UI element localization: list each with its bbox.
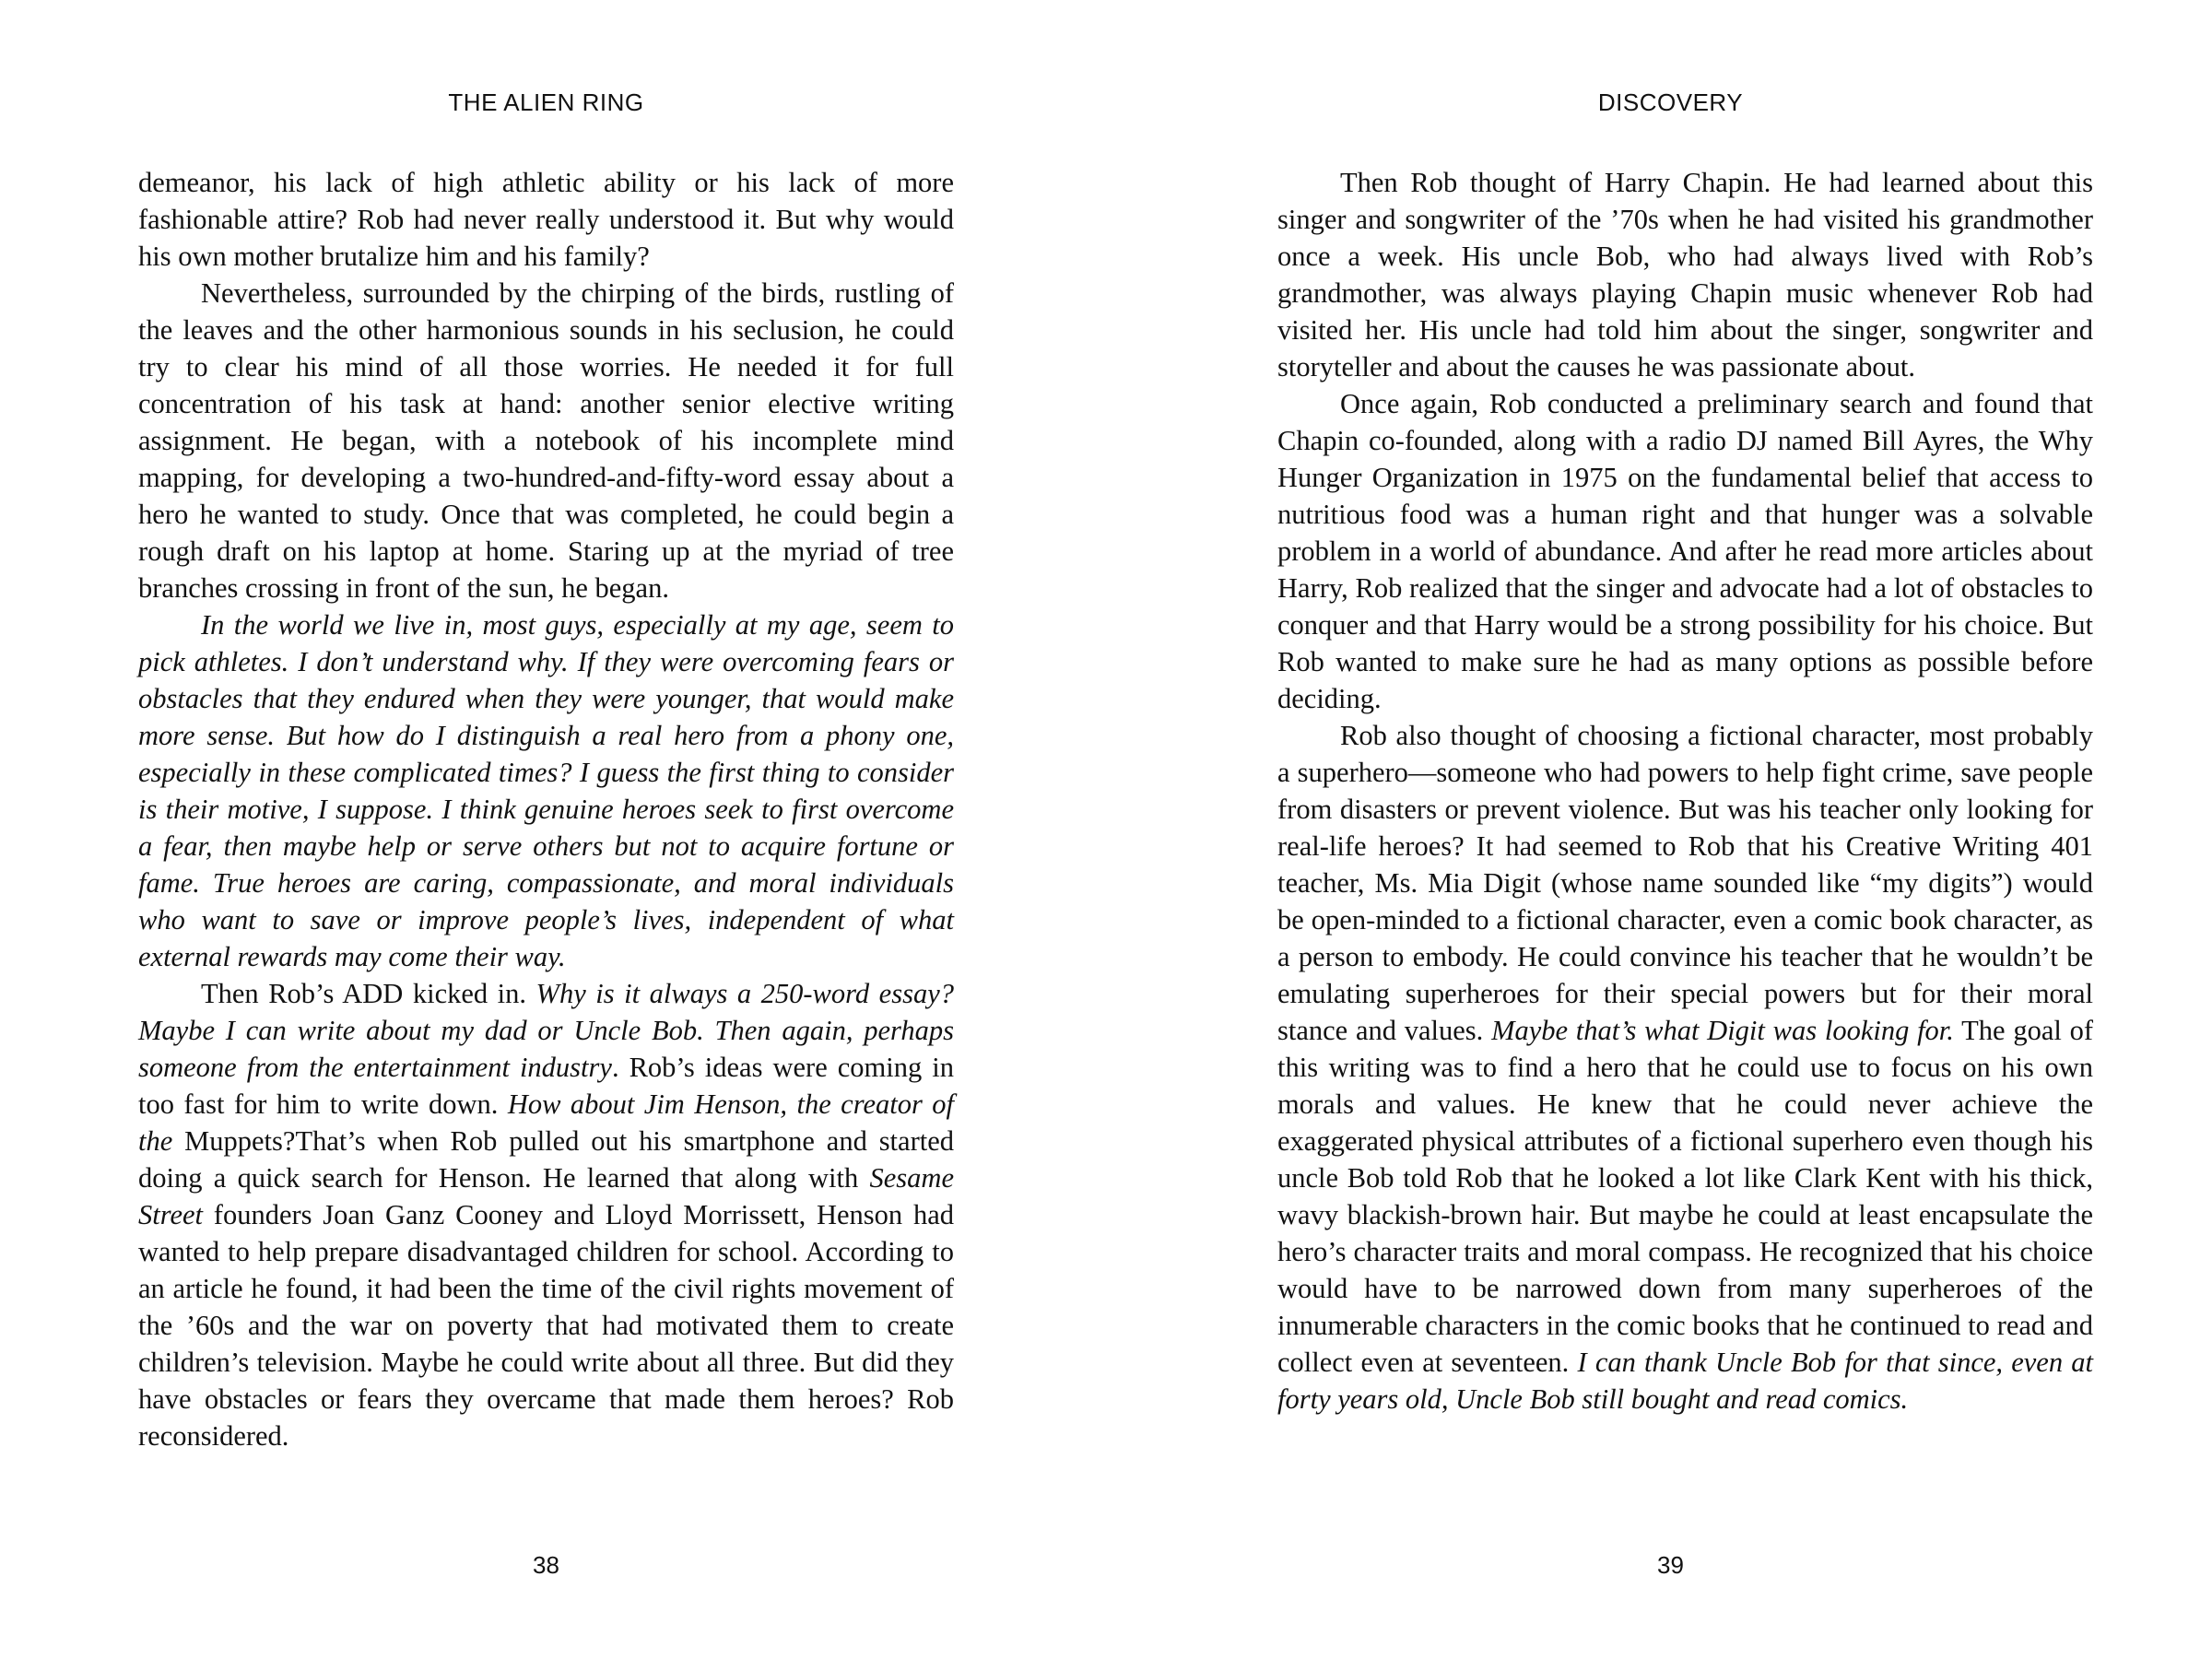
italic-run: Maybe that’s what Digit was looking for. <box>1491 1015 1954 1046</box>
page-number-left: 38 <box>533 1551 559 1579</box>
italic-run: Why is it always a 250-word essay? Maybe I can write about my dad or Uncle Bob. Then again, perhaps someone from the entertainment industry <box>138 978 954 1083</box>
text-run: . Rob’s ideas were coming in too fast for him to write down. <box>138 1052 954 1120</box>
paragraph-left-2: Nevertheless, surrounded by the chirping of the birds, rustling of the leaves and the other harmonious sounds in his seclusion, he could try to clear his mind of all those worries. He needed it for full concentration of his task at hand: another senior elective writing assignment. He began, with a notebook of his incomplete mind mapping, for developing a two-hundred-and-fifty-word essay about a hero he wanted to study. Once that was completed, he could begin a rough draft on his laptop at home. Staring up at the myriad of tree branches crossing in front of the sun, he began. <box>138 277 954 604</box>
text-run: Muppets? <box>184 1125 296 1157</box>
text-run: Then Rob’s ADD kicked in. <box>201 978 536 1009</box>
paragraph-left-3-essay-draft: In the world we live in, most guys, especially at my age, seem to pick athletes. I don’t understand why. If they were overcoming fears or obstacles that they endured when they were younger, that would make more sense. But how do I distinguish a real hero from a phony one, especially in these complicated times? I guess the first thing to consider is their motive, I suppose. I think genuine heroes seek to first overcome a fear, then maybe help or serve others but not to acquire fortune or fame. True heroes are caring, compassionate, and moral individuals who want to save or improve people’s lives, independent of what external rewards may come their way. <box>138 609 954 972</box>
text-run: That’s when Rob pulled out his smartphone and started doing a quick search for Henson. He learned that along with <box>138 1125 954 1194</box>
paragraph-left-1: demeanor, his lack of high athletic ability or his lack of more fashionable attire? Rob had never really understood it. But why would his own mother brutalize him and his family? <box>138 167 954 272</box>
body-text-left <box>138 164 954 1454</box>
running-head-left: THE ALIEN RING <box>448 88 644 116</box>
italic-run: How about Jim Henson, the creator of the <box>138 1088 954 1157</box>
italic-run: Sesame Street <box>138 1162 954 1230</box>
text-run: The goal of this writing was to find a hero that he could use to focus on his own morals and values. He knew that he could never achieve the exaggerated physical attributes of a fictional superhero even though his uncle Bob told Rob that he looked a lot like Clark Kent with his thick, wavy blackish-brown hair. But maybe he could at least encapsulate the hero’s character traits and moral compass. He recognized that his choice would have to be narrowed down from many superheroes of the innumerable characters in the comic books that he continued to read and collect even at seventeen. <box>1277 1015 2093 1378</box>
paragraph-right-2: Once again, Rob conducted a preliminary search and found that Chapin co-founded, along with a radio DJ named Bill Ayres, the Why Hunger Organization in 1975 on the fundamental belief that access to nutritious food was a human right and that hunger was a solvable problem in a world of abundance. And after he read more articles about Harry, Rob realized that the singer and advocate had a lot of obstacles to conquer and that Harry would be a strong possibility for his choice. But Rob wanted to make sure he had as many options as possible before deciding. <box>1277 388 2093 714</box>
running-head-right: DISCOVERY <box>1597 88 1744 116</box>
page-number-right: 39 <box>1657 1551 1684 1579</box>
paragraph-right-3 <box>1277 717 2093 1418</box>
italic-run: I can thank Uncle Bob for that since, even at forty years old, Uncle Bob still bought and read comics. <box>1277 1347 2093 1415</box>
body-text-right <box>1277 164 2093 1418</box>
paragraph-right-1: Then Rob thought of Harry Chapin. He had learned about this singer and songwriter of the ’70s when he had visited his grandmother once a week. His uncle Bob, who had always lived with Rob’s grandmother, was always playing Chapin music whenever Rob had visited her. His uncle had told him about the singer, songwriter and storyteller and about the causes he was passionate about. <box>1277 167 2093 382</box>
paragraph-left-4 <box>138 975 954 1454</box>
text-run: Rob also thought of choosing a fictional character, most probably a superhero—someone who had powers to help fight crime, save people from disasters or prevent violence. But was his teacher only looking for real-life heroes? It had seemed to Rob that his Creative Writing 401 teacher, Ms. Mia Digit (whose name sounded like “my digits”) would be open-minded to a fictional character, even a comic book character, as a person to embody. He could convince his teacher that he wouldn’t be emulating superheroes for their special powers but for their moral stance and values. <box>1277 720 2093 1046</box>
right-page <box>1106 0 2212 1659</box>
text-run: founders Joan Ganz Cooney and Lloyd Morrissett, Henson had wanted to help prepare disadvantaged children for school. According to an article he found, it had been the time of the civil rights movement of the ’60s and the war on poverty that had motivated them to create children’s television. Maybe he could write about all three. But did they have obstacles or fears they overcame that made them heroes? Rob reconsidered. <box>138 1199 954 1452</box>
